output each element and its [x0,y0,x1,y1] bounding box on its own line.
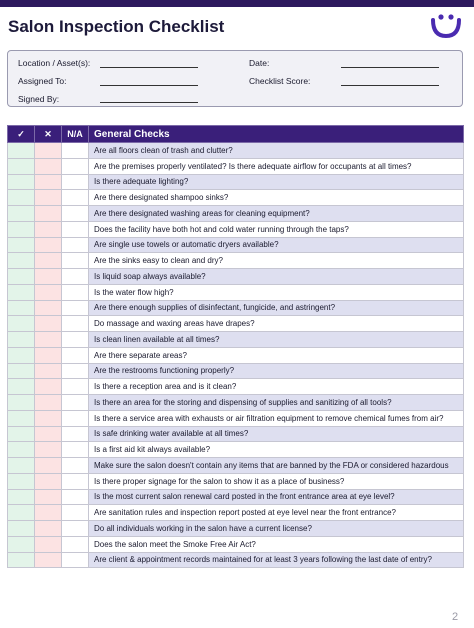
na-cell[interactable] [62,284,89,300]
table-row [8,489,464,505]
check-cell[interactable] [8,174,35,190]
score-field[interactable] [341,85,439,86]
table-row [8,347,464,363]
cross-cell[interactable] [35,552,62,568]
check-cell[interactable] [8,410,35,426]
cross-cell[interactable] [35,174,62,190]
na-cell[interactable] [62,158,89,174]
na-cell[interactable] [62,473,89,489]
check-cell[interactable] [8,426,35,442]
check-question: Are the sinks easy to clean and dry? [89,253,464,269]
table-row [8,379,464,395]
check-cell[interactable] [8,442,35,458]
check-question: Are the restrooms functioning properly? [89,363,464,379]
check-cell[interactable] [8,347,35,363]
na-cell[interactable] [62,174,89,190]
check-cell[interactable] [8,521,35,537]
check-question: Make sure the salon doesn't contain any items that are banned by the FDA or considered hazardous [89,458,464,474]
table-row [8,284,464,300]
check-cell[interactable] [8,332,35,348]
table-row [8,174,464,190]
general-checks-header: General Checks [89,126,464,143]
check-question: Are client & appointment records maintained for at least 3 years following the last date of entry? [89,552,464,568]
check-question: Does the facility have both hot and cold water running through the taps? [89,221,464,237]
cross-cell[interactable] [35,379,62,395]
check-question: Is there proper signage for the salon to show it as a place of business? [89,473,464,489]
check-question: Is clean linen available at all times? [89,332,464,348]
page-number: 2 [452,611,459,623]
table-row [8,237,464,253]
check-cell[interactable] [8,284,35,300]
na-cell[interactable] [62,426,89,442]
cross-cell[interactable] [35,253,62,269]
na-cell[interactable] [62,410,89,426]
assigned-field[interactable] [100,85,198,86]
check-column-header: ✓ [8,126,35,143]
checklist-table [7,125,464,568]
check-cell[interactable] [8,190,35,206]
check-question: Is the water flow high? [89,284,464,300]
smile-logo-icon [428,11,464,41]
table-row [8,300,464,316]
na-cell[interactable] [62,253,89,269]
info-box [7,50,463,107]
check-question: Is there adequate lighting? [89,174,464,190]
cross-cell[interactable] [35,363,62,379]
cross-cell[interactable] [35,158,62,174]
na-cell[interactable] [62,347,89,363]
table-row [8,426,464,442]
na-cell[interactable] [62,221,89,237]
check-cell[interactable] [8,395,35,411]
check-question: Is there a reception area and is it clean? [89,379,464,395]
cross-cell[interactable] [35,505,62,521]
table-row [8,505,464,521]
table-row [8,473,464,489]
cross-cell[interactable] [35,395,62,411]
check-question: Are sanitation rules and inspection report posted at eye level near the front entrance? [89,505,464,521]
check-cell[interactable] [8,316,35,332]
check-cell[interactable] [8,269,35,285]
check-question: Is safe drinking water available at all times? [89,426,464,442]
na-cell[interactable] [62,552,89,568]
assigned-label: Assigned To: [18,76,67,86]
table-row [8,363,464,379]
cross-cell[interactable] [35,521,62,537]
table-row [8,316,464,332]
table-row [8,395,464,411]
check-cell[interactable] [8,552,35,568]
na-cell[interactable] [62,237,89,253]
table-row [8,521,464,537]
score-label: Checklist Score: [249,76,311,86]
table-row [8,190,464,206]
table-row [8,253,464,269]
check-question: Are all floors clean of trash and clutter? [89,143,464,159]
check-question: Is there a service area with exhausts or air filtration equipment to remove chemical fumes from air? [89,410,464,426]
location-label: Location / Asset(s): [18,58,91,68]
na-cell[interactable] [62,143,89,159]
na-column-header: N/A [62,126,89,143]
cross-column-header: ✕ [35,126,62,143]
na-cell[interactable] [62,536,89,552]
na-cell[interactable] [62,379,89,395]
cross-cell[interactable] [35,426,62,442]
na-cell[interactable] [62,316,89,332]
cross-cell[interactable] [35,332,62,348]
cross-cell[interactable] [35,473,62,489]
na-cell[interactable] [62,332,89,348]
check-cell[interactable] [8,473,35,489]
check-cell[interactable] [8,379,35,395]
table-row [8,442,464,458]
cross-cell[interactable] [35,284,62,300]
cross-cell[interactable] [35,300,62,316]
na-cell[interactable] [62,190,89,206]
page-title: Salon Inspection Checklist [8,17,225,36]
na-cell[interactable] [62,395,89,411]
cross-cell[interactable] [35,269,62,285]
table-row [8,143,464,159]
check-cell[interactable] [8,158,35,174]
cross-cell[interactable] [35,237,62,253]
cross-cell[interactable] [35,489,62,505]
cross-cell[interactable] [35,442,62,458]
table-row [8,552,464,568]
check-question: Are there enough supplies of disinfectant, fungicide, and astringent? [89,300,464,316]
check-cell[interactable] [8,505,35,521]
signed-label: Signed By: [18,94,60,104]
table-row [8,206,464,222]
table-row [8,536,464,552]
check-cell[interactable] [8,143,35,159]
na-cell[interactable] [62,489,89,505]
check-cell[interactable] [8,221,35,237]
check-cell[interactable] [8,536,35,552]
check-question: Is there an area for the storing and dispensing of supplies and sanitizing of all tools? [89,395,464,411]
check-question: Is the most current salon renewal card posted in the front entrance area at eye level? [89,489,464,505]
na-cell[interactable] [62,458,89,474]
na-cell[interactable] [62,206,89,222]
check-question: Are the premises properly ventilated? Is there adequate airflow for occupants at all times? [89,158,464,174]
check-question: Do massage and waxing areas have drapes? [89,316,464,332]
na-cell[interactable] [62,300,89,316]
table-row [8,458,464,474]
cross-cell[interactable] [35,536,62,552]
check-cell[interactable] [8,300,35,316]
table-row [8,332,464,348]
cross-cell[interactable] [35,206,62,222]
check-question: Does the salon meet the Smoke Free Air Act? [89,536,464,552]
check-question: Is a first aid kit always available? [89,442,464,458]
check-cell[interactable] [8,489,35,505]
check-question: Do all individuals working in the salon have a current license? [89,521,464,537]
check-cell[interactable] [8,458,35,474]
check-cell[interactable] [8,363,35,379]
na-cell[interactable] [62,363,89,379]
cross-cell[interactable] [35,316,62,332]
cross-cell[interactable] [35,458,62,474]
check-cell[interactable] [8,206,35,222]
cross-cell[interactable] [35,143,62,159]
check-cell[interactable] [8,237,35,253]
check-question: Are there separate areas? [89,347,464,363]
check-question: Are there designated shampoo sinks? [89,190,464,206]
na-cell[interactable] [62,521,89,537]
na-cell[interactable] [62,442,89,458]
table-row [8,158,464,174]
table-row [8,410,464,426]
signed-field[interactable] [100,102,198,103]
na-cell[interactable] [62,269,89,285]
check-question: Are there designated washing areas for cleaning equipment? [89,206,464,222]
cross-cell[interactable] [35,410,62,426]
table-header-row [8,126,464,143]
cross-cell[interactable] [35,190,62,206]
check-question: Is liquid soap always available? [89,269,464,285]
check-cell[interactable] [8,253,35,269]
cross-cell[interactable] [35,347,62,363]
date-label: Date: [249,58,270,68]
cross-cell[interactable] [35,221,62,237]
location-field[interactable] [100,67,198,68]
date-field[interactable] [341,67,439,68]
check-question: Are single use towels or automatic dryers available? [89,237,464,253]
na-cell[interactable] [62,505,89,521]
table-row [8,269,464,285]
table-row [8,221,464,237]
top-accent-bar [0,0,474,7]
